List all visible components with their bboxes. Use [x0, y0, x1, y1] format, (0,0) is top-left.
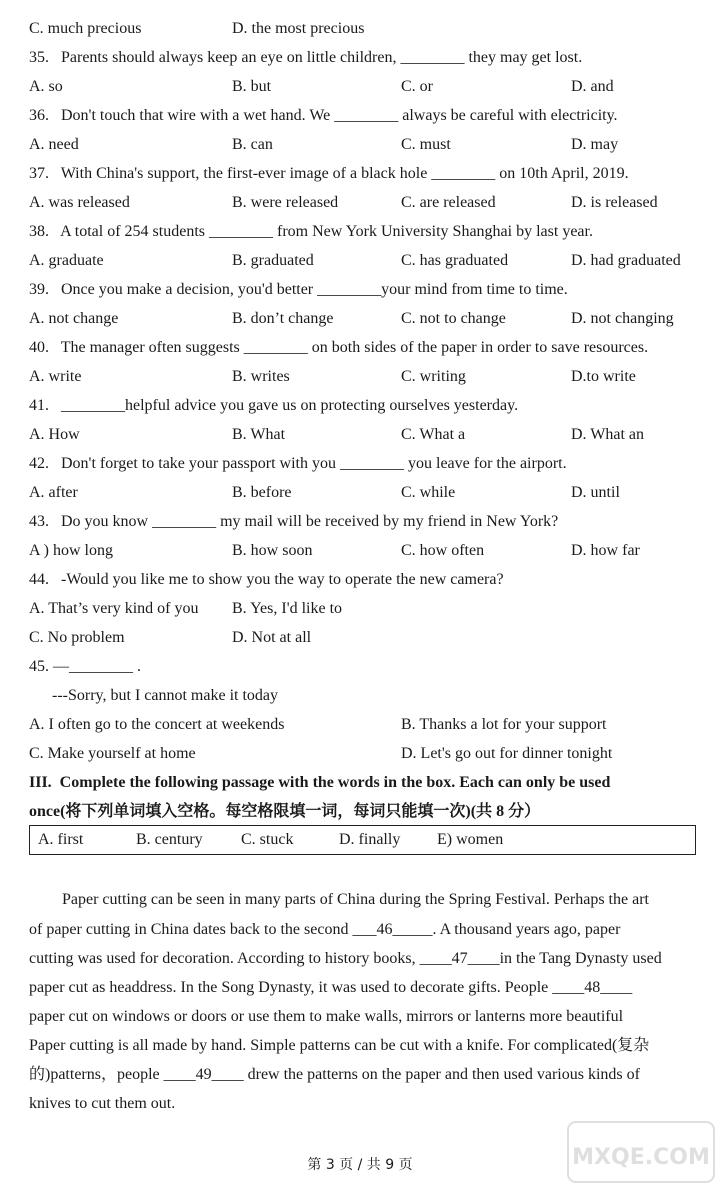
question-option: B. were released	[232, 194, 339, 211]
question-option: C. writing	[401, 368, 466, 385]
passage-line: Paper cutting can be seen in many parts of China during the Spring Festival. Perhaps the art	[62, 891, 649, 908]
passage-line: paper cut as headdress. In the Song Dynasty, it was used to decorate gifts. People ____48____	[29, 979, 633, 996]
q34-option-c: C. much precious	[29, 20, 142, 37]
question-option: C. or	[401, 78, 433, 95]
question-stem: 41. ________helpful advice you gave us on protecting ourselves yesterday.	[29, 397, 519, 414]
q45-option-b: B. Thanks a lot for your support	[401, 716, 607, 733]
watermark-text: MXQE.COM	[572, 1145, 710, 1170]
passage-line: cutting was used for decoration. According to history books, ____47____in the Tang Dynasty used	[29, 950, 662, 967]
word-a: A. first	[38, 831, 84, 848]
q44-option-b: B. Yes, I'd like to	[232, 600, 343, 617]
question-option: C. how often	[401, 542, 485, 559]
question-option: D. how far	[571, 542, 640, 559]
question-option: B. What	[232, 426, 286, 443]
passage-line: 的)patterns，people ____49____ drew the patterns on the paper and then used various kinds of	[29, 1066, 640, 1083]
section-3-heading: III. Complete the following passage with the words in the box. Each can only be used	[29, 774, 611, 791]
question-option: A. not change	[29, 310, 119, 327]
question-option: B. don’t change	[232, 310, 334, 327]
question-option: B. graduated	[232, 252, 314, 269]
q34-option-d: D. the most precious	[232, 20, 365, 37]
question-stem: 36. Don't touch that wire with a wet hand. We ________ always be careful with electricity.	[29, 107, 618, 124]
q45-option-d: D. Let's go out for dinner tonight	[401, 745, 613, 762]
question-option: C. must	[401, 136, 451, 153]
question-option: B. how soon	[232, 542, 313, 559]
question-option: A. so	[29, 78, 63, 95]
passage-line: Paper cutting is all made by hand. Simple patterns can be cut with a knife. For complicated(复杂	[29, 1037, 650, 1054]
question-option: A. graduate	[29, 252, 104, 269]
question-option: D. and	[571, 78, 614, 95]
question-option: D. had graduated	[571, 252, 681, 269]
word-box	[29, 825, 696, 855]
question-option: D. until	[571, 484, 620, 501]
section-3-heading-cont: once(将下列单词填入空格。每空格限填一词，每词只能填一次)(共 8 分）	[29, 803, 541, 820]
q45-option-c: C. Make yourself at home	[29, 745, 196, 762]
word-d: D. finally	[339, 831, 401, 848]
q44-stem: 44. -Would you like me to show you the way to operate the new camera?	[29, 571, 504, 588]
q44-option-d: D. Not at all	[232, 629, 312, 646]
question-stem: 37. With China's support, the first-ever image of a black hole ________ on 10th April, 2019.	[29, 165, 629, 182]
question-option: C. are released	[401, 194, 496, 211]
passage-line: knives to cut them out.	[29, 1095, 176, 1112]
question-option: A. write	[29, 368, 82, 385]
question-option: B. before	[232, 484, 292, 501]
word-b: B. century	[136, 831, 203, 848]
question-stem: 43. Do you know ________ my mail will be received by my friend in New York?	[29, 513, 559, 530]
question-stem: 42. Don't forget to take your passport with you ________ you leave for the airport.	[29, 455, 567, 472]
question-option: A ) how long	[29, 542, 113, 559]
question-option: C. while	[401, 484, 456, 501]
question-option: B. can	[232, 136, 273, 153]
question-option: A. How	[29, 426, 80, 443]
question-option: B. but	[232, 78, 272, 95]
word-e: E) women	[437, 831, 504, 848]
question-option: D. is released	[571, 194, 658, 211]
page-number: 第 3 页 / 共 9 页	[307, 1157, 413, 1173]
question-stem: 35. Parents should always keep an eye on little children, ________ they may get lost.	[29, 49, 583, 66]
question-stem: 40. The manager often suggests ________ on both sides of the paper in order to save resources.	[29, 339, 649, 356]
question-option: A. need	[29, 136, 79, 153]
word-c: C. stuck	[241, 831, 294, 848]
question-option: D. not changing	[571, 310, 674, 327]
question-option: B. writes	[232, 368, 290, 385]
watermark-logo	[566, 1120, 716, 1184]
question-option: A. was released	[29, 194, 130, 211]
q44-option-c: C. No problem	[29, 629, 125, 646]
question-option: D.to write	[571, 368, 636, 385]
question-option: C. has graduated	[401, 252, 509, 269]
question-option: D. may	[571, 136, 619, 153]
question-option: A. after	[29, 484, 78, 501]
q45-option-a: A. I often go to the concert at weekends	[29, 716, 285, 733]
q44-option-a: A. That’s very kind of you	[29, 600, 199, 617]
passage-line: of paper cutting in China dates back to the second ___46_____. A thousand years ago, paper	[29, 921, 621, 938]
passage-line: paper cut on windows or doors or use them to make walls, mirrors or lanterns more beautiful	[29, 1008, 624, 1025]
question-stem: 39. Once you make a decision, you'd better ________your mind from time to time.	[29, 281, 568, 298]
question-stem: 38. A total of 254 students ________ from New York University Shanghai by last year.	[29, 223, 593, 240]
question-option: C. not to change	[401, 310, 506, 327]
question-option: D. What an	[571, 426, 645, 443]
q45-reply: ---Sorry, but I cannot make it today	[52, 687, 279, 704]
q45-stem: 45. —________ .	[29, 658, 141, 675]
question-option: C. What a	[401, 426, 466, 443]
